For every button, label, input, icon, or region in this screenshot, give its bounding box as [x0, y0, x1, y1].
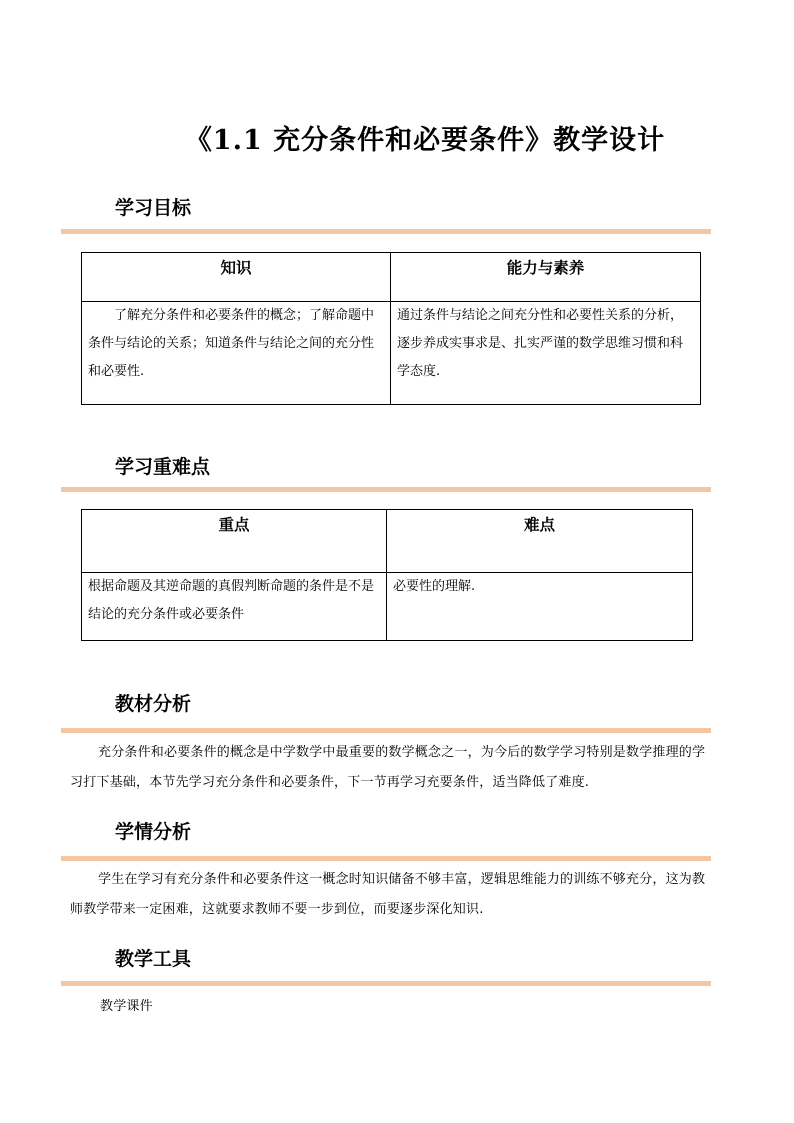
section-heading-key-points: 学习重难点 — [115, 456, 211, 478]
table-header-difficult: 难点 — [387, 510, 693, 573]
section-divider — [61, 229, 711, 234]
section-heading-goals: 学习目标 — [115, 197, 192, 219]
section-heading-material: 教材分析 — [115, 693, 192, 715]
students-paragraph: 学生在学习有充分条件和必要条件这一概念时知识储备不够丰富，逻辑思维能力的训练不够充分，这为教师教学带来一定困难，这就要求教师不要一步到位，而要逐步深化知识. — [70, 872, 706, 917]
table-header-ability: 能力与素养 — [391, 253, 701, 302]
material-paragraph: 充分条件和必要条件的概念是中学数学中最重要的数学概念之一，为今后的数学学习特别是数学推理的学习打下基础，本节先学习充分条件和必要条件，下一节再学习充要条件，适当降低了难度. — [70, 745, 706, 790]
section-divider — [61, 487, 711, 492]
key-points-table — [81, 509, 693, 641]
table-header-knowledge: 知识 — [82, 253, 391, 302]
table-header-key: 重点 — [82, 510, 387, 573]
page-title: 《1.1 充分条件和必要条件》教学设计 — [184, 125, 666, 156]
section-divider — [61, 981, 711, 986]
section-heading-students: 学情分析 — [115, 821, 192, 843]
table-cell-knowledge: 了解充分条件和必要条件的概念；了解命题中条件与结论的关系；知道条件与结论之间的充分性和必要性. — [82, 302, 391, 405]
section-heading-tools: 教学工具 — [115, 948, 192, 970]
table-cell-ability: 通过条件与结论之间充分性和必要性关系的分析，逐步养成实事求是、扎实严谨的数学思维习惯和科学态度. — [391, 302, 701, 405]
tools-paragraph: 教学课件 — [100, 999, 153, 1014]
table-cell-key: 根据命题及其逆命题的真假判断命题的条件是不是结论的充分条件或必要条件 — [82, 573, 387, 641]
section-divider — [61, 728, 711, 733]
table-cell-difficult: 必要性的理解. — [387, 573, 693, 641]
section-divider — [61, 856, 711, 861]
goals-table — [81, 252, 701, 405]
